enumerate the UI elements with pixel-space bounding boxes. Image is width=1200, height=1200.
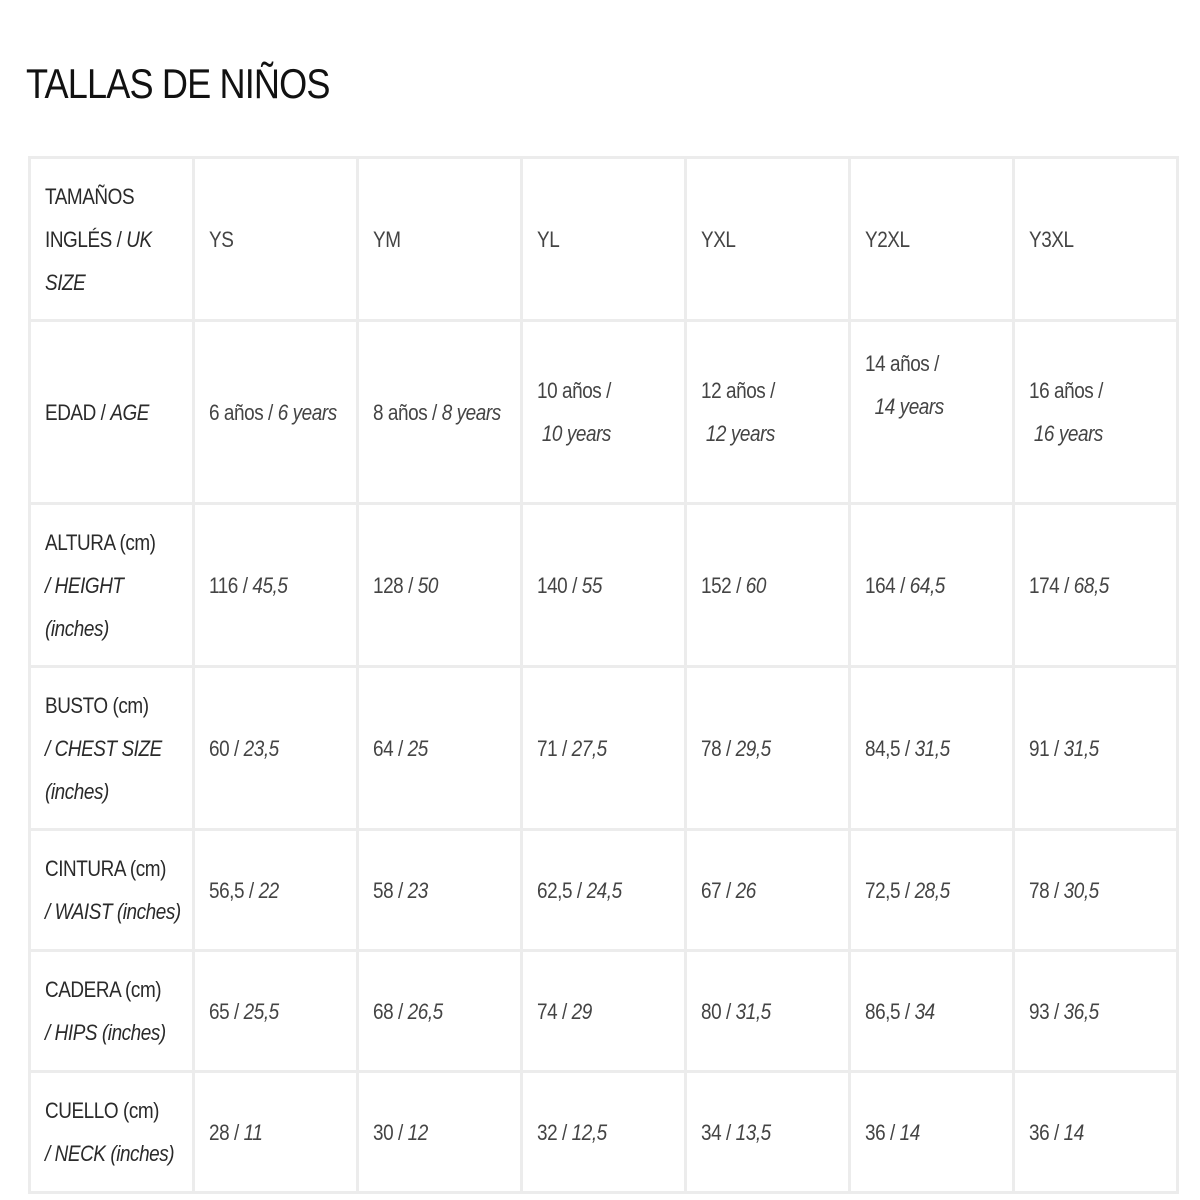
row-label-waist: [30, 830, 194, 951]
cell-size-ym: YM: [358, 158, 522, 321]
label-line: INGLÉS /: [45, 226, 127, 252]
row-label-height: [30, 504, 194, 667]
cell-size-y3xl: Y3XL: [1014, 158, 1178, 321]
cell-neck-y3xl: 36 / 14: [1014, 1072, 1178, 1193]
cell-chest-ys: 60 / 23,5: [194, 667, 358, 830]
label-line-italic: / HIPS (inches): [45, 1020, 166, 1045]
cell-age-ym: 8 años / 8 years: [358, 321, 522, 504]
cell-hips-yxl: 80 / 31,5: [686, 951, 850, 1072]
cell-height-yl: 140 / 55: [522, 504, 686, 667]
label-line: TAMAÑOS: [45, 183, 135, 209]
size-chart-table: [28, 156, 1179, 1194]
page-title: TALLAS DE NIÑOS: [26, 60, 330, 107]
cell-age-y2xl: 14 años / 14 years: [850, 321, 1014, 504]
cell-size-yxl: YXL: [686, 158, 850, 321]
row-label-age: [30, 321, 194, 504]
label-line: CADERA (cm): [45, 977, 162, 1002]
cell-hips-ym: 68 / 26,5: [358, 951, 522, 1072]
cell-chest-yxl: 78 / 29,5: [686, 667, 850, 830]
cell-size-yl: YL: [522, 158, 686, 321]
label-line-italic: UK: [126, 226, 152, 252]
row-label-neck: [30, 1072, 194, 1193]
table-row-chest: [30, 667, 1178, 830]
cell-height-yxl: 152 / 60: [686, 504, 850, 667]
label-line: CUELLO (cm): [45, 1098, 160, 1123]
cell-neck-ym: 30 / 12: [358, 1072, 522, 1193]
cell-hips-yl: 74 / 29: [522, 951, 686, 1072]
cell-size-y2xl: Y2XL: [850, 158, 1014, 321]
label-line: ALTURA (cm): [45, 529, 156, 555]
cell-chest-ym: 64 / 25: [358, 667, 522, 830]
label-line-italic: (inches): [45, 615, 109, 641]
cell-neck-ys: 28 / 11: [194, 1072, 358, 1193]
table-row-age: [30, 321, 1178, 504]
cell-age-yl: 10 años / 10 years: [522, 321, 686, 504]
cell-age-ys: 6 años / 6 years: [194, 321, 358, 504]
row-label-chest: [30, 667, 194, 830]
cell-height-ym: 128 / 50: [358, 504, 522, 667]
cell-hips-y3xl: 93 / 36,5: [1014, 951, 1178, 1072]
cell-chest-yl: 71 / 27,5: [522, 667, 686, 830]
cell-height-y3xl: 174 / 68,5: [1014, 504, 1178, 667]
cell-age-yxl: 12 años / 12 years: [686, 321, 850, 504]
cell-neck-yl: 32 / 12,5: [522, 1072, 686, 1193]
row-label-hips: [30, 951, 194, 1072]
cell-chest-y2xl: 84,5 / 31,5: [850, 667, 1014, 830]
cell-hips-ys: 65 / 25,5: [194, 951, 358, 1072]
label-line: BUSTO (cm): [45, 692, 149, 718]
cell-height-y2xl: 164 / 64,5: [850, 504, 1014, 667]
cell-size-ys: YS: [194, 158, 358, 321]
label-line-italic: / CHEST SIZE: [45, 735, 162, 761]
label-line-italic: AGE: [110, 399, 150, 425]
cell-age-y3xl: 16 años / 16 years: [1014, 321, 1178, 504]
cell-waist-yxl: 67 / 26: [686, 830, 850, 951]
cell-waist-ys: 56,5 / 22: [194, 830, 358, 951]
table-row-uk-size: [30, 158, 1178, 321]
cell-neck-y2xl: 36 / 14: [850, 1072, 1014, 1193]
cell-waist-y2xl: 72,5 / 28,5: [850, 830, 1014, 951]
cell-hips-y2xl: 86,5 / 34: [850, 951, 1014, 1072]
label-line-italic: / HEIGHT: [45, 572, 124, 598]
row-label-uk-size: [30, 158, 194, 321]
cell-waist-yl: 62,5 / 24,5: [522, 830, 686, 951]
cell-waist-y3xl: 78 / 30,5: [1014, 830, 1178, 951]
table-row-waist: [30, 830, 1178, 951]
table-row-height: [30, 504, 1178, 667]
cell-waist-ym: 58 / 23: [358, 830, 522, 951]
cell-height-ys: 116 / 45,5: [194, 504, 358, 667]
cell-chest-y3xl: 91 / 31,5: [1014, 667, 1178, 830]
table-row-hips: [30, 951, 1178, 1072]
label-line: EDAD /: [45, 399, 111, 425]
label-line-italic: / NECK (inches): [45, 1141, 175, 1166]
cell-neck-yxl: 34 / 13,5: [686, 1072, 850, 1193]
table-row-neck: [30, 1072, 1178, 1193]
label-line-italic: (inches): [45, 778, 109, 804]
label-line-italic: SIZE: [45, 269, 86, 295]
label-line: CINTURA (cm): [45, 856, 166, 881]
label-line-italic: / WAIST (inches): [45, 899, 181, 924]
